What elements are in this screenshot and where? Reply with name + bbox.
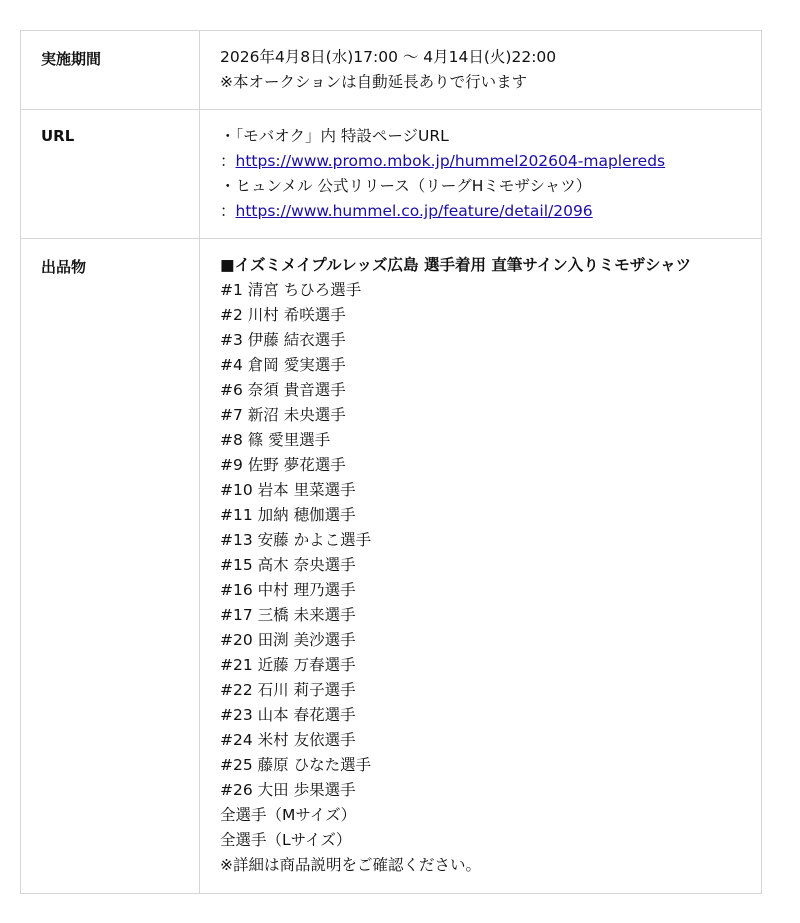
link-prefix: ： (220, 202, 236, 220)
list-item: #21 近藤 万春選手 (220, 656, 356, 674)
list-item: 全選手（Mサイズ） (220, 806, 357, 824)
list-item: 全選手（Lサイズ） (220, 831, 352, 849)
hummel-release-caption: ・ヒュンメル 公式リリース（リーグHミモザシャツ） (220, 177, 592, 195)
items-row (21, 239, 762, 894)
list-item: #9 佐野 夢花選手 (220, 456, 346, 474)
items-heading: ■イズミメイプルレッズ広島 選手着用 直筆サイン入りミモザシャツ (220, 256, 692, 274)
list-item: #8 篠 愛里選手 (220, 431, 331, 449)
list-item: #3 伊藤 結衣選手 (220, 331, 346, 349)
link-prefix: ： (220, 152, 236, 170)
period-label: 実施期間 (21, 31, 200, 110)
list-item: #17 三橋 未来選手 (220, 606, 356, 624)
items-label: 出品物 (21, 239, 200, 894)
period-row (21, 31, 762, 110)
period-note: ※本オークションは自動延長ありで行います (220, 73, 528, 91)
auction-info-table (20, 30, 762, 894)
period-dates: 2026年4月8日(水)17:00 〜 4月14日(火)22:00 (220, 48, 557, 66)
mobaoku-link-line (220, 149, 741, 174)
list-item: #4 倉岡 愛実選手 (220, 356, 346, 374)
list-item: #22 石川 莉子選手 (220, 681, 356, 699)
url-row (21, 110, 762, 239)
list-item: #6 奈須 貴音選手 (220, 381, 346, 399)
list-item: #20 田渕 美沙選手 (220, 631, 356, 649)
list-item: ※詳細は商品説明をご確認ください。 (220, 856, 481, 874)
url-label: URL (21, 110, 200, 239)
list-item: #25 藤原 ひなた選手 (220, 756, 372, 774)
list-item: #13 安藤 かよこ選手 (220, 531, 372, 549)
list-item: #1 清宮 ちひろ選手 (220, 281, 362, 299)
items-value (200, 239, 762, 894)
list-item: #11 加納 穂伽選手 (220, 506, 356, 524)
mobaoku-page-caption: ・「モバオク」内 特設ページURL (220, 127, 449, 145)
list-item: #10 岩本 里菜選手 (220, 481, 356, 499)
list-item: #7 新沼 未央選手 (220, 406, 346, 424)
list-item: #15 高木 奈央選手 (220, 556, 356, 574)
list-item: #24 米村 友依選手 (220, 731, 356, 749)
list-item: #26 大田 歩果選手 (220, 781, 356, 799)
mobaoku-special-page-link[interactable]: https://www.promo.mbok.jp/hummel202604-maplereds (235, 152, 666, 170)
list-item: #16 中村 理乃選手 (220, 581, 356, 599)
hummel-link-line (220, 199, 741, 224)
hummel-release-link[interactable]: https://www.hummel.co.jp/feature/detail/2096 (235, 202, 593, 220)
list-item: #2 川村 希咲選手 (220, 306, 346, 324)
list-item: #23 山本 春花選手 (220, 706, 356, 724)
url-value (200, 110, 762, 239)
period-value (200, 31, 762, 110)
